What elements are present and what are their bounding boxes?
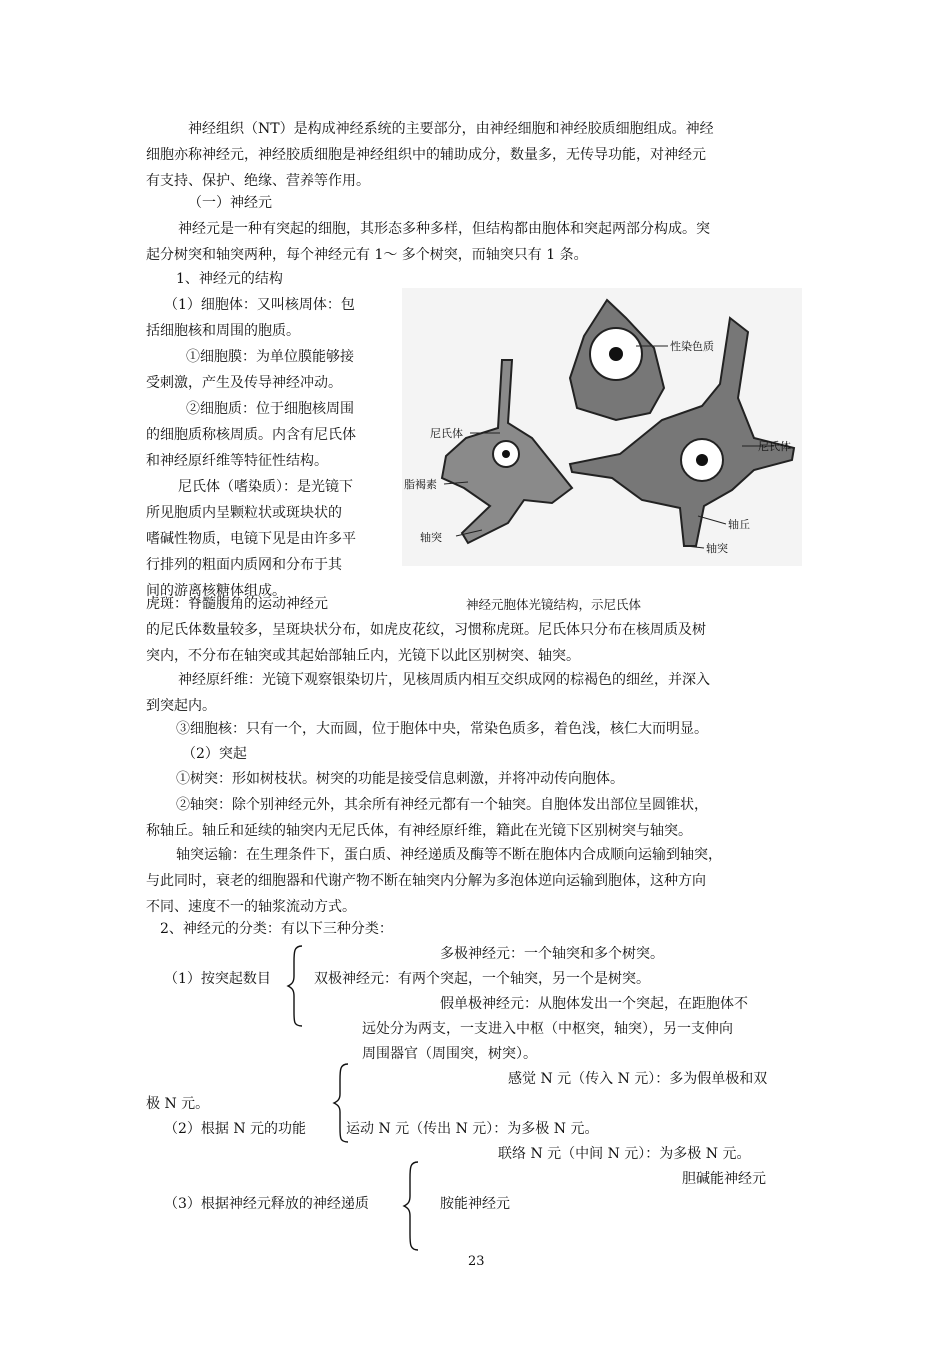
nissl-line-1: 尼氏体（嗜染质）：是光镜下 (178, 479, 353, 495)
cell-membrane-line-2: 受刺激，产生及传导神经冲动。 (146, 375, 342, 391)
label-chromatin: 性染色质 (670, 340, 714, 353)
tiger-stripe-start: 虎斑：脊髓腹角的运动神经元 (146, 596, 328, 612)
intro-line-2: 细胞亦称神经元，神经胶质细胞是神经组织中的辅助成分，数量多，无传导功能，对神经元 (146, 147, 706, 163)
neurofibril-line-1: 神经原纤维：光镜下观察银染切片，见核周质内相互交织成网的棕褐色的细丝，并深入 (178, 672, 710, 688)
neuron-intro-line-1: 神经元是一种有突起的细胞，其形态多种多样，但结构都由胞体和突起两部分构成。突 (178, 221, 710, 237)
label-axon-hillock: 轴丘 (728, 518, 750, 531)
neuron-figure (402, 288, 802, 566)
nissl-line-2: 所见胞质内呈颗粒状或斑块状的 (146, 505, 342, 521)
class2-brace (332, 1062, 354, 1144)
process-heading: （2）突起 (182, 746, 247, 762)
class1-pseudo-line-1: 假单极神经元：从胞体发出一个突起，在距胞体不 (440, 996, 748, 1012)
class3-label: （3）根据神经元释放的神经递质 (164, 1196, 369, 1212)
label-lipofuscin: 脂褐素 (404, 478, 437, 491)
structure-heading: 1、神经元的结构 (176, 271, 283, 287)
class1-label: （1）按突起数目 (164, 971, 271, 987)
class1-brace (286, 944, 308, 1028)
class3-aminergic: 胺能神经元 (440, 1196, 510, 1212)
transport-line-2: 与此同时，衰老的细胞器和代谢产物不断在轴突内分解为多泡体逆向运输到胞体，这种方向 (146, 873, 706, 889)
label-axon-right: 轴突 (706, 542, 728, 555)
class2-motor: 运动 N 元（传出 N 元）：为多极 N 元。 (346, 1121, 599, 1137)
class1-bipolar: 双极神经元：有两个突起，一个轴突，另一个是树突。 (314, 971, 650, 987)
nissl-line-5: 间的游离核糖体组成。 (146, 583, 286, 599)
cytoplasm-line-2: 的细胞质称核周质。内含有尼氏体 (146, 427, 356, 443)
class3-cholinergic: 胆碱能神经元 (682, 1171, 766, 1187)
tiger-line-1: 的尼氏体数量较多，呈斑块状分布，如虎皮花纹，习惯称虎斑。尼氏体只分布在核周质及树 (146, 622, 706, 638)
transport-line-3: 不同、速度不一的轴浆流动方式。 (146, 899, 356, 915)
cell-body-line-1: （1）细胞体：又叫核周体：包 (164, 297, 355, 313)
figure-caption: 神经元胞体光镜结构，示尼氏体 (466, 597, 642, 612)
tiger-line-2: 突内，不分布在轴突或其起始部轴丘内，光镜下以此区别树突、轴突。 (146, 648, 580, 664)
neurofibril-paragraph (146, 667, 710, 719)
neuron-illustration (402, 288, 802, 566)
class2-interneuron: 联络 N 元（中间 N 元）：为多极 N 元。 (498, 1146, 751, 1162)
class2-sensory: 感觉 N 元（传入 N 元）：多为假单极和双 (508, 1071, 768, 1087)
label-axon-left: 轴突 (420, 531, 442, 544)
neuron-intro-paragraph (146, 216, 710, 268)
cytoplasm-line-3: 和神经原纤维等特征性结构。 (146, 453, 328, 469)
class1-pseudo-line-3: 周围器官（周围突，树突）。 (362, 1046, 537, 1062)
page-number: 23 (468, 1254, 485, 1269)
intro-line-3: 有支持、保护、绝缘、营养等作用。 (146, 173, 370, 189)
nissl-line-3: 嗜碱性物质，电镜下见是由许多平 (146, 531, 356, 547)
nucleus-line: ③细胞核：只有一个，大而圆，位于胞体中央，常染色质多，着色浅，核仁大而明显。 (176, 721, 708, 737)
axon-transport-paragraph (146, 842, 722, 920)
intro-line-1: 神经组织（NT）是构成神经系统的主要部分，由神经细胞和神经胶质细胞组成。神经 (188, 121, 714, 137)
nissl-line-4: 行排列的粗面内质网和分布于其 (146, 557, 342, 573)
axon-line-1: ②轴突：除个别神经元外，其余所有神经元都有一个轴突。自胞体发出部位呈圆锥状， (176, 797, 708, 813)
tiger-stripe-paragraph (146, 617, 706, 669)
class3-brace (402, 1160, 424, 1252)
class2-label: （2）根据 N 元的功能 (164, 1121, 307, 1137)
classification-heading: 2、神经元的分类：有以下三种分类： (160, 921, 393, 937)
cytoplasm-line-1: ②细胞质：位于细胞核周围 (186, 401, 354, 417)
class2-sensory-cont: 极 N 元。 (146, 1096, 210, 1112)
axon-line-2: 称轴丘。轴丘和延续的轴突内无尼氏体，有神经原纤维，籍此在光镜下区别树突与轴突。 (146, 823, 692, 839)
axon-paragraph (146, 792, 708, 844)
class1-pseudo-line-2: 远处分为两支，一支进入中枢（中枢突，轴突），另一支伸向 (362, 1021, 733, 1037)
cell-body-line-2: 括细胞核和周围的胞质。 (146, 323, 300, 339)
class1-multipolar: 多极神经元：一个轴突和多个树突。 (440, 946, 664, 962)
transport-line-1: 轴突运输：在生理条件下，蛋白质、神经递质及酶等不断在胞体内合成顺向运输到轴突， (176, 847, 722, 863)
label-nissl-left: 尼氏体 (430, 427, 463, 440)
intro-paragraph (146, 116, 714, 194)
cell-body-column (146, 292, 356, 604)
dendrite-line: ①树突：形如树枝状。树突的功能是接受信息刺激，并将冲动传向胞体。 (176, 771, 624, 787)
cell-membrane-line-1: ①细胞膜：为单位膜能够接 (186, 349, 354, 365)
neuron-intro-line-2: 起分树突和轴突两种，每个神经元有 1～ 多个树突，而轴突只有 1 条。 (146, 247, 588, 263)
section-title-neuron: （一）神经元 (188, 195, 272, 211)
label-nissl-right: 尼氏体 (758, 440, 791, 453)
neurofibril-line-2: 到突起内。 (146, 698, 216, 714)
